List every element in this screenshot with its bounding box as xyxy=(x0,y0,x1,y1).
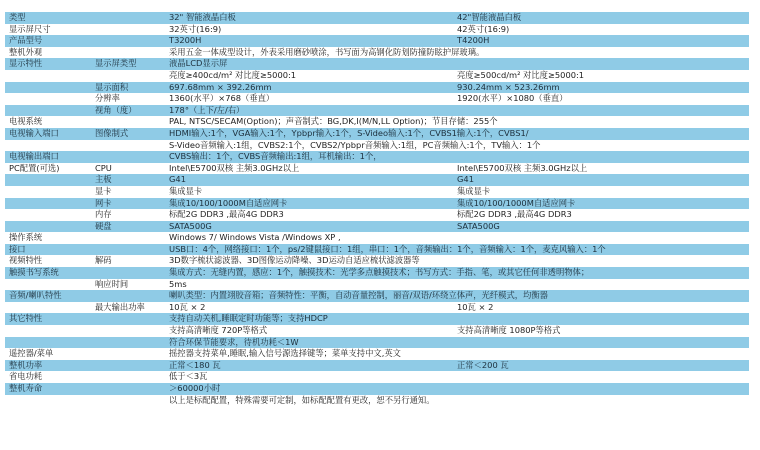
value-32-inch: 集成10/100/1000M自适应网卡 xyxy=(169,197,288,208)
spec-row xyxy=(5,198,749,210)
spec-row xyxy=(5,116,749,128)
value-shared: 3D数字梳状滤波器、3D图像运动降噪、3D运动自适应梳状滤波器等 xyxy=(169,255,420,266)
value-32-inch: 亮度≥400cd/m² 对比度≥5000:1 xyxy=(169,69,297,80)
value-shared: 5ms xyxy=(169,278,187,289)
subcategory-label: 内存 xyxy=(95,209,112,220)
value-32-inch: 支持高清晰度 720P等格式 xyxy=(169,325,268,336)
value-shared: 集成方式：无缝内置，感应：1个，触摸技术：光学多点触摸技术；书写方式：手指、笔，或其它任何非透明物体； xyxy=(169,267,590,278)
value-42-inch: G41 xyxy=(457,174,474,185)
spec-row xyxy=(5,93,749,105)
value-shared: 摇控器支持菜单,睡眠,输入信号源选择键等；菜单支持中文,英文 xyxy=(169,348,401,359)
spec-row xyxy=(5,105,749,117)
value-42-inch: 正常＜200 瓦 xyxy=(457,359,509,370)
value-32-inch: 正常＜180 瓦 xyxy=(169,359,221,370)
value-42-inch: 支持高清晰度 1080P等格式 xyxy=(457,325,561,336)
spec-table xyxy=(5,12,749,406)
category-label: 视频特性 xyxy=(9,255,43,266)
spec-row xyxy=(5,232,749,244)
value-42-inch: 亮度≥500cd/m² 对比度≥5000:1 xyxy=(457,69,585,80)
category-label: 显示特性 xyxy=(9,58,43,69)
subcategory-label: 解码 xyxy=(95,255,112,266)
spec-row xyxy=(5,24,749,36)
spec-row xyxy=(5,186,749,198)
subcategory-label: 显示屏类型 xyxy=(95,58,137,69)
value-32-inch: 标配2G DDR3 ,最高4G DDR3 xyxy=(169,209,284,220)
category-label: 接口 xyxy=(9,243,26,254)
spec-row xyxy=(5,325,749,337)
spec-row xyxy=(5,313,749,325)
subcategory-label: 最大输出功率 xyxy=(95,301,145,312)
spec-row xyxy=(5,267,749,279)
value-42-inch: 42"智能液晶白板 xyxy=(457,12,522,22)
value-shared: 178°（上下/左/右） xyxy=(169,104,245,115)
spec-row xyxy=(5,302,749,314)
value-shared: 低于＜3瓦 xyxy=(169,371,208,382)
subcategory-label: CPU xyxy=(95,162,112,173)
category-label: 电视输出端口 xyxy=(9,151,59,162)
spec-row xyxy=(5,47,749,59)
value-42-inch: 930.24mm × 523.26mm xyxy=(457,81,560,92)
subcategory-label: 分辨率 xyxy=(95,93,120,104)
category-label: 电视系统 xyxy=(9,116,43,127)
category-label: 整机寿命 xyxy=(9,383,43,393)
subcategory-label: 图像制式 xyxy=(95,127,129,138)
spec-row xyxy=(5,348,749,360)
value-42-inch: 集成显卡 xyxy=(457,185,491,196)
spec-row xyxy=(5,244,749,256)
value-shared: S-Video音频输入:1组，CVBS2:1个，CVBS2/Ypbpr音频输入:1组，PC音频输入:1个，TV输入：1个 xyxy=(169,139,541,150)
category-label: 整机外观 xyxy=(9,46,43,57)
category-label: 显示屏尺寸 xyxy=(9,23,51,34)
spec-row xyxy=(5,82,749,94)
value-shared: ＞60000小时 xyxy=(169,383,221,393)
spec-row xyxy=(5,12,749,24)
spec-row xyxy=(5,360,749,372)
value-32-inch: 1360(水平）×768（垂直） xyxy=(169,93,275,104)
value-42-inch: 标配2G DDR3 ,最高4G DDR3 xyxy=(457,209,572,220)
spec-row xyxy=(5,70,749,82)
value-32-inch: 10瓦 × 2 xyxy=(169,301,206,312)
spec-row xyxy=(5,279,749,291)
value-42-inch: 42英寸(16:9) xyxy=(457,23,510,34)
value-shared: 符合环保节能要求，待机功耗＜1W xyxy=(169,336,299,347)
value-32-inch: 集成显卡 xyxy=(169,185,203,196)
subcategory-label: 硬盘 xyxy=(95,220,112,231)
category-label: 音频/喇叭特性 xyxy=(9,290,62,301)
subcategory-label: 显卡 xyxy=(95,185,112,196)
value-42-inch: 集成10/100/1000M自适应网卡 xyxy=(457,197,576,208)
spec-row xyxy=(5,35,749,47)
category-label: 遥控器/菜单 xyxy=(9,348,54,359)
subcategory-label: 网卡 xyxy=(95,197,112,208)
spec-row xyxy=(5,221,749,233)
category-label: 触摸书写系统 xyxy=(9,267,59,278)
subcategory-label: 响应时间 xyxy=(95,278,129,289)
value-shared: 支持自动关机,睡眠定时功能等；支持HDCP xyxy=(169,313,328,324)
spec-row xyxy=(5,209,749,221)
subcategory-label: 视角（度） xyxy=(95,104,137,115)
value-32-inch: T3200H xyxy=(169,35,202,46)
value-shared: CVBS输出：1个，CVBS音频输出:1组，耳机输出：1个， xyxy=(169,151,382,162)
spec-row xyxy=(5,174,749,186)
category-label: 类型 xyxy=(9,12,26,22)
spec-row xyxy=(5,140,749,152)
subcategory-label: 显示面积 xyxy=(95,81,129,92)
value-shared: USB口：4个，网络接口：1个，ps/2键鼠接口：1组，串口：1个，音频输出：1个，音频输入：1个，麦克风输入：1个 xyxy=(169,243,606,254)
value-shared: 采用五金一体成型设计，外表采用磨砂喷涂，书写面为高钢化防划防撞防眩护屏玻璃。 xyxy=(169,46,485,57)
value-42-inch: SATA500G xyxy=(457,220,500,231)
spec-row xyxy=(5,337,749,349)
value-42-inch: Intel\E5700双核 主频3.0GHz以上 xyxy=(457,162,588,173)
value-32-inch: 32" 智能液晶白板 xyxy=(169,12,236,22)
spec-row xyxy=(5,383,749,395)
value-shared: 以上是标配配置，特殊需要可定制，如标配配置有更改，恕不另行通知。 xyxy=(169,394,435,405)
spec-row xyxy=(5,128,749,140)
value-42-inch: T4200H xyxy=(457,35,490,46)
value-32-inch: SATA500G xyxy=(169,220,212,231)
spec-row xyxy=(5,163,749,175)
value-32-inch: Intel\E5700双核 主频3.0GHz以上 xyxy=(169,162,300,173)
subcategory-label: 主板 xyxy=(95,174,112,185)
spec-row xyxy=(5,371,749,383)
value-shared: Windows 7/ Windows Vista /Windows XP , xyxy=(169,232,341,243)
category-label: 电视输入端口 xyxy=(9,127,59,138)
value-shared: 液晶LCD显示屏 xyxy=(169,58,228,69)
value-32-inch: G41 xyxy=(169,174,186,185)
spec-row xyxy=(5,58,749,70)
category-label: 产品型号 xyxy=(9,35,43,46)
category-label: 其它特性 xyxy=(9,313,43,324)
value-shared: PAL, NTSC/SECAM(Option)；声音制式：BG,DK,I(M/N,LL Option)；节目存储：255个 xyxy=(169,116,498,127)
value-32-inch: 32英寸(16:9) xyxy=(169,23,222,34)
category-label: 整机功率 xyxy=(9,359,43,370)
spec-row xyxy=(5,255,749,267)
value-shared: HDMI输入:1个，VGA输入:1个，Ypbpr输入:1个，S-Video输入:1个，CVBS1输入:1个，CVBS1/ xyxy=(169,127,529,138)
spec-row xyxy=(5,290,749,302)
value-42-inch: 1920(水平）×1080（垂直） xyxy=(457,93,568,104)
value-shared: 喇叭类型：内置翊胶音箱；音频特性：平衡，自动音量控制，丽音/双语/环绕立体声，光纤模式，均衡器 xyxy=(169,290,548,301)
value-32-inch: 697.68mm × 392.26mm xyxy=(169,81,272,92)
value-42-inch: 10瓦 × 2 xyxy=(457,301,494,312)
spec-row xyxy=(5,151,749,163)
spec-row xyxy=(5,395,749,407)
category-label: 操作系统 xyxy=(9,232,43,243)
category-label: PC配置(可选) xyxy=(9,162,60,173)
category-label: 省电功耗 xyxy=(9,371,43,382)
